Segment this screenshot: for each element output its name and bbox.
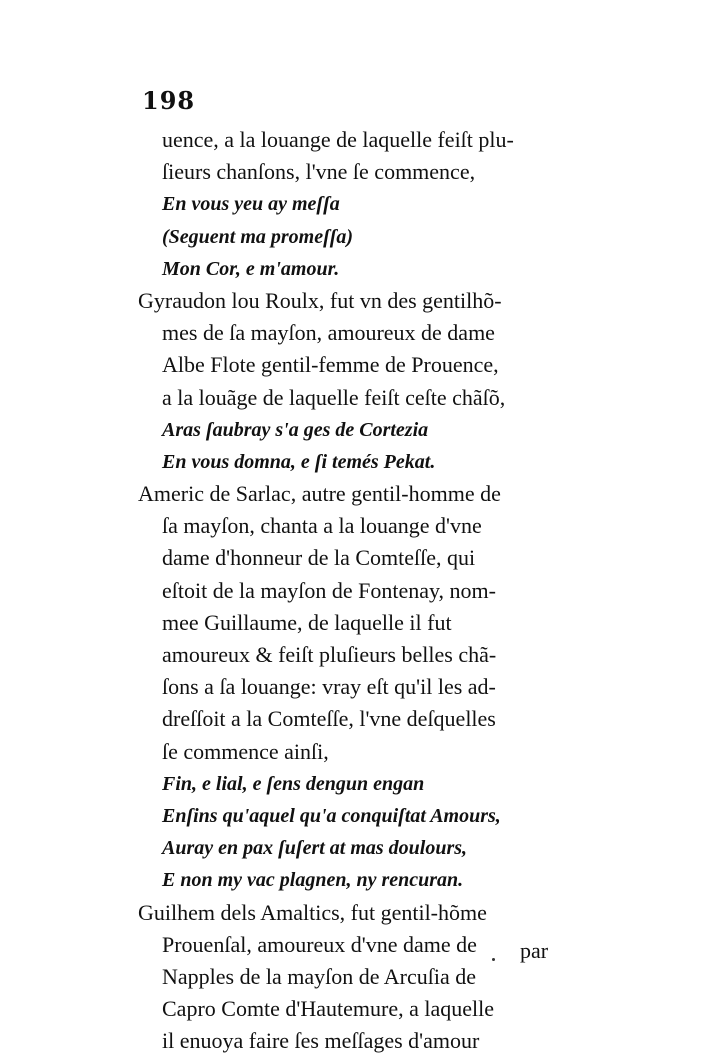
verse-line: En vous yeu ay meſſa: [162, 193, 340, 216]
verse-line: En vous domna, e ſi temés Pekat.: [162, 450, 436, 473]
text-line: Capro Comte d'Hautemure, a laquelle: [162, 996, 495, 1022]
text-line: Albe Flote gentil-femme de Prouence,: [162, 352, 499, 378]
text-line: ſe commence ainſi,: [162, 738, 329, 764]
verse-line: E non my vac plagnen, ny rencuran.: [162, 869, 464, 892]
text-line: Guilhem dels Amaltics, fut gentil-hõme: [138, 899, 487, 925]
text-line: uence, a la louange de laquelle feiſt plu-: [162, 127, 514, 152]
text-line: eſtoit de la mayſon de Fontenay, nom-: [162, 577, 496, 603]
page-number: 198: [142, 86, 196, 115]
verse-line: Mon Cor, e m'amour.: [162, 257, 340, 280]
text-line: Prouenſal, amoureux d'vne dame de: [162, 931, 477, 957]
text-line: il enuoya faire ſes meſſages d'amour: [162, 1028, 480, 1054]
text-line: mes de ſa mayſon, amoureux de dame: [162, 320, 495, 346]
text-line: mee Guillaume, de laquelle il fut: [162, 609, 452, 635]
text-line: ſa mayſon, chanta a la louange d'vne: [162, 513, 482, 539]
ink-speck: [492, 958, 495, 961]
text-line: ſons a ſa louange: vray eſt qu'il les ad-: [162, 674, 496, 700]
text-line: ſieurs chanſons, l'vne ſe commence,: [162, 159, 476, 185]
verse-line: Auray en pax ſuſert at mas doulours,: [162, 837, 468, 860]
verse-line: (Seguent ma promeſſa): [162, 225, 354, 248]
text-line: amoureux & feiſt pluſieurs belles chã-: [162, 642, 497, 667]
text-line: dame d'honneur de la Comteſſe, qui: [162, 545, 476, 571]
text-line: Napples de la mayſon de Arcuſia de: [162, 963, 477, 989]
text-line: dreſſoit a la Comteſſe, l'vne deſquelles: [162, 706, 496, 732]
text-line: Americ de Sarlac, autre gentil-homme de: [138, 481, 501, 507]
text-line: a la louãge de laquelle feiſt ceſte chãſõ,: [162, 384, 506, 410]
catchword: par: [520, 938, 549, 963]
verse-line: Enſins qu'aquel qu'a conquiſtat Amours,: [162, 804, 501, 827]
body-text: [138, 124, 568, 1057]
verse-line: Fin, e lial, e ſens dengun engan: [162, 772, 425, 795]
verse-line: Aras ſaubray s'a ges de Cortezia: [162, 418, 429, 441]
text-line: Gyraudon lou Roulx, fut vn des gentilhõ-: [138, 287, 502, 313]
